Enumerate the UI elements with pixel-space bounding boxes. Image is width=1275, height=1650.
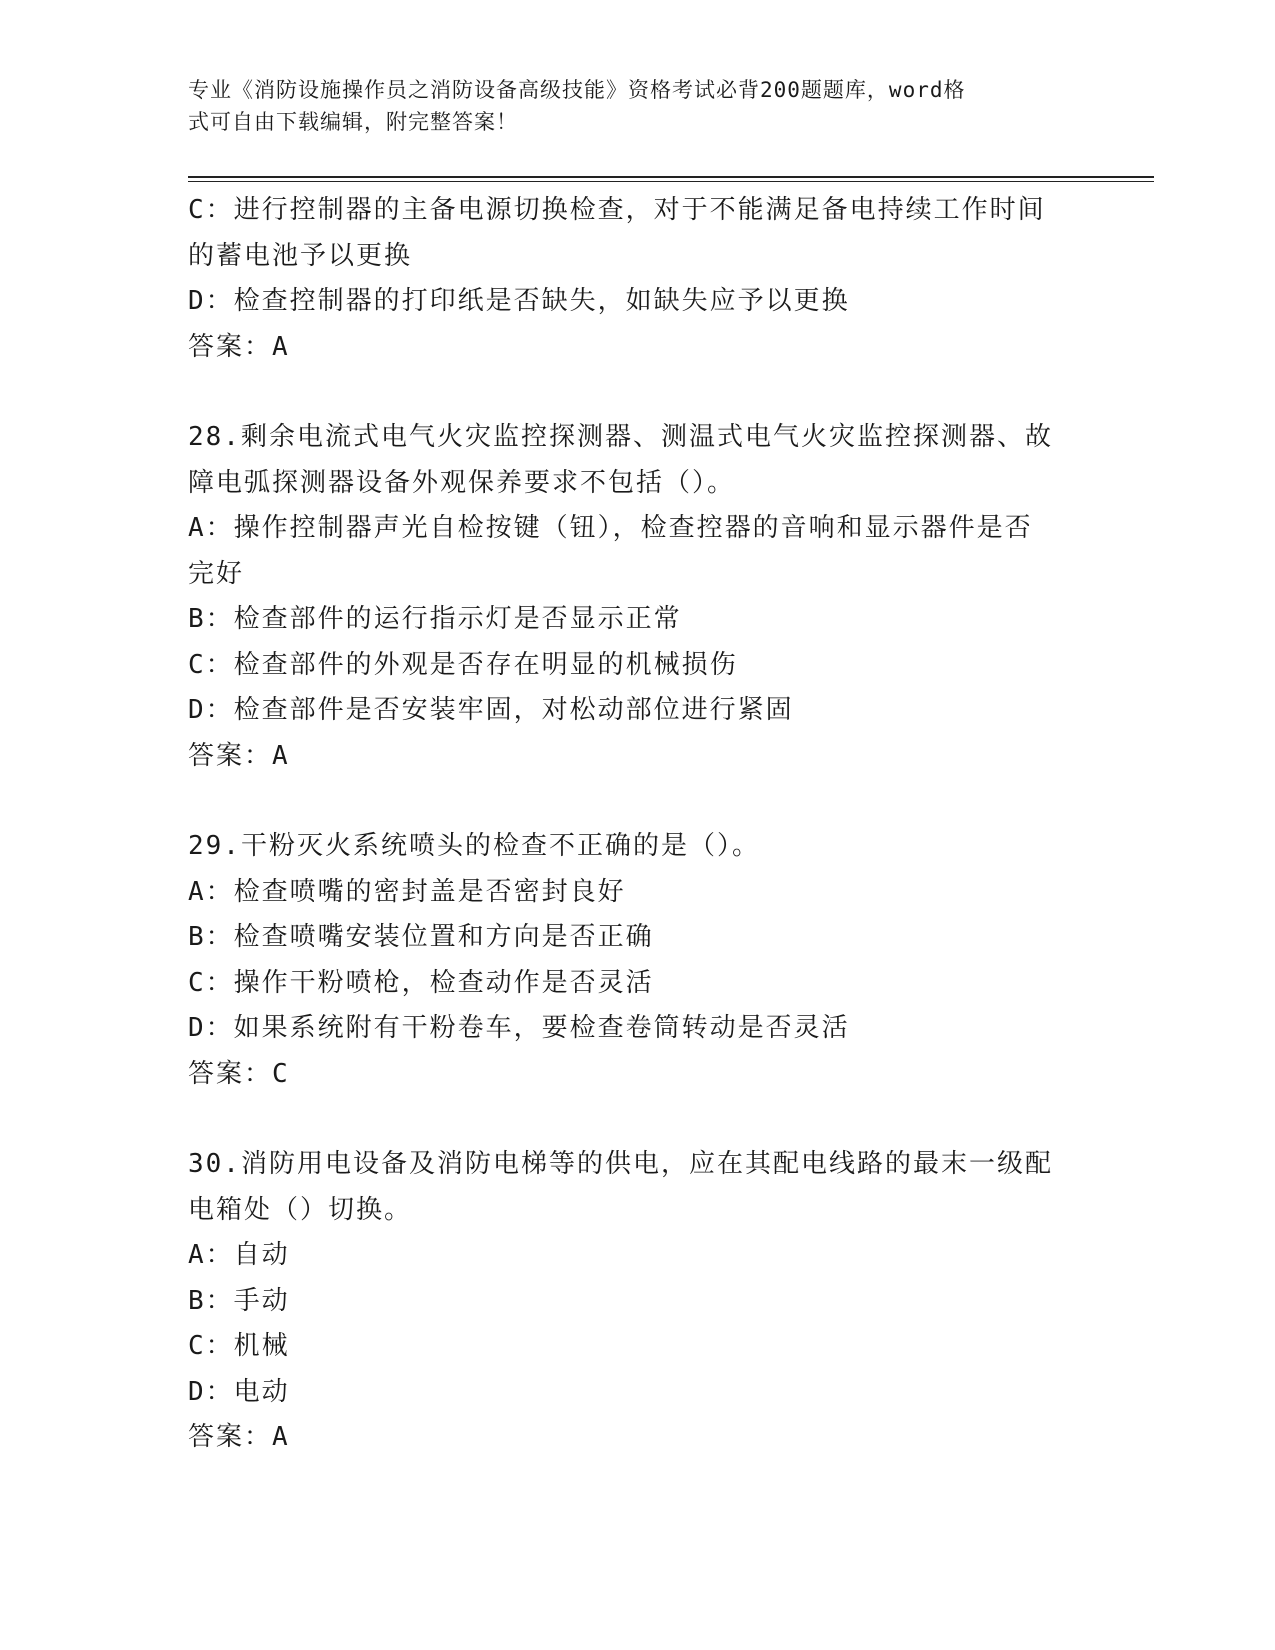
answer-line: 答案：C [188,1058,290,1089]
question-line: C：进行控制器的主备电源切换检查，对于不能满足备电持续工作时间 [188,195,1046,225]
question-continued [188,188,1088,370]
question-line: D：检查控制器的打印纸是否缺失，如缺失应予以更换 [188,286,850,316]
spacer [188,1097,1088,1142]
question-line: 电箱处（）切换。 [188,1194,413,1225]
question-line: 30.消防用电设备及消防电梯等的供电，应在其配电线路的最末一级配 [188,1149,1053,1179]
spacer [188,370,1088,415]
header-divider-thin [188,181,1154,182]
question-line: D：检查部件是否安装牢固，对松动部位进行紧固 [188,695,794,725]
question-line: B：检查喷嘴安装位置和方向是否正确 [188,922,654,952]
question-line: A：自动 [188,1240,290,1270]
question-line: 障电弧探测器设备外观保养要求不包括（）。 [188,467,736,498]
question-line: D：电动 [188,1376,290,1407]
question-line: 的蓄电池予以更换 [188,240,413,271]
question-list [188,188,1088,1461]
question-30 [188,1142,1088,1461]
question-line: C：检查部件的外观是否存在明显的机械损伤 [188,649,738,680]
question-line: D：如果系统附有干粉卷车，要检查卷筒转动是否灵活 [188,1013,850,1043]
answer-line: 答案：A [188,1422,290,1452]
question-line: 29.干粉灭火系统喷头的检查不正确的是（）。 [188,831,760,861]
question-line: A：操作控制器声光自检按键（钮），检查控器的音响和显示器件是否 [188,513,1033,543]
spacer [188,779,1088,824]
answer-line: 答案：A [188,740,290,771]
question-line: 完好 [188,558,245,589]
question-line: C：操作干粉喷枪，检查动作是否灵活 [188,967,654,998]
question-line: B：手动 [188,1285,290,1316]
question-28 [188,415,1088,779]
question-29 [188,824,1088,1097]
question-line: A：检查喷嘴的密封盖是否密封良好 [188,876,626,907]
header-line-1: 专业《消防设施操作员之消防设备高级技能》资格考试必背200题题库，word格 [188,78,966,102]
header-divider-thick [188,176,1154,178]
document-header [188,74,1068,138]
question-line: C：机械 [188,1331,290,1361]
answer-line: 答案：A [188,331,290,362]
question-line: 28.剩余电流式电气火灾监控探测器、测温式电气火灾监控探测器、故 [188,422,1053,452]
header-line-2: 式可自由下载编辑，附完整答案！ [188,110,518,134]
question-line: B：检查部件的运行指示灯是否显示正常 [188,604,682,634]
